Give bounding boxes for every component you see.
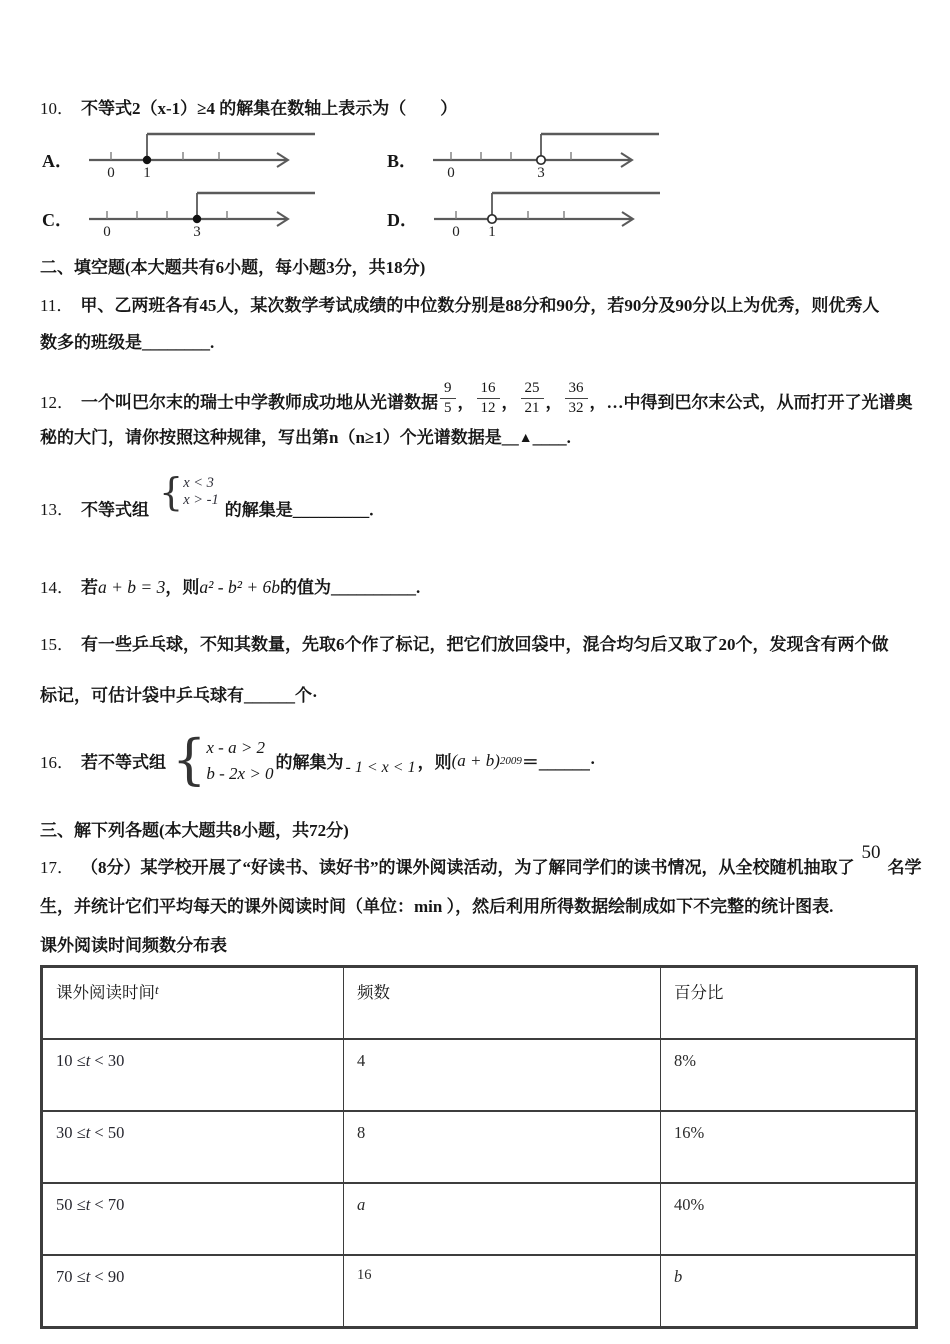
header-percentage: 百分比 [661, 966, 917, 1039]
solution-interval: - 1 < x < 1 [345, 758, 416, 776]
range-cell: 10 ≤t < 30 [42, 1039, 344, 1111]
option-c [42, 184, 387, 241]
option-d-label: D． [387, 209, 418, 230]
header-time: 课外阅读时间$^t$ [56, 981, 159, 1002]
question-10-number: 10． [40, 99, 74, 118]
header-frequency: 频数 [344, 966, 661, 1039]
number-line-a [81, 123, 318, 185]
question-11-line1: 11． 甲、乙两班各有45人，某次数学考试成绩的中位数分别是88分和90分，若90分及90分以上为优秀，则优秀人 [40, 296, 880, 315]
inequality-system-16: { x - a > 2 b - 2x > 0 [172, 728, 274, 792]
option-c-label: C． [42, 209, 73, 230]
question-15-line2: 标记，可估计袋中乒乓球有______个· [40, 685, 318, 705]
frequency-cell: 16 [344, 1255, 661, 1328]
number-line-b [425, 123, 662, 185]
table-row [42, 1039, 917, 1111]
svg-text:1: 1 [143, 164, 151, 180]
question-10-text: 不等式2（x-1）≥4 的解集在数轴上表示为（ ） [81, 99, 458, 118]
question-16-number: 16． [40, 753, 74, 773]
range-cell: 70 ≤t < 90 [42, 1255, 344, 1328]
option-d [387, 184, 920, 241]
fraction-3: $\frac{25}{21}$ [521, 380, 544, 416]
frequency-cell: 4 [344, 1039, 661, 1111]
table-row [42, 1183, 917, 1255]
brace-symbol: { [159, 470, 184, 515]
svg-text:0: 0 [447, 164, 455, 180]
question-17-line2: 生，并统计它们平均每天的课外阅读时间（单位：min ），然后利用所得数据绘制成如下不完整的统计图表. [40, 896, 834, 916]
question-11-number: 11． [40, 296, 74, 315]
number-line-c [81, 182, 318, 244]
svg-text:0: 0 [452, 223, 460, 239]
question-13: 13． 不等式组 { x < 3 x > -1 的解集是_________. [40, 470, 374, 520]
question-17-number: 17． [40, 857, 74, 877]
svg-text:0: 0 [107, 164, 115, 180]
power-exponent: 2009 [499, 754, 522, 767]
svg-text:3: 3 [193, 223, 201, 239]
question-13-number: 13． [40, 500, 74, 520]
table-title: 课外阅读时间频数分布表 [40, 935, 227, 955]
svg-text:1: 1 [488, 223, 496, 239]
frequency-cell: a [344, 1183, 661, 1255]
question-15-line1: 15． 有一些乒乓球，不知其数量，先取6个作了标记，把它们放回袋中，混合均匀后又取了20个，发现含有两个做 [40, 634, 889, 654]
option-b-label: B． [387, 150, 418, 171]
svg-text:0: 0 [103, 223, 111, 239]
triangle-marker: ▲ [518, 431, 533, 446]
range-cell: 50 ≤t < 70 [42, 1183, 344, 1255]
question-12-line1: 12． 一个叫巴尔末的瑞士中学教师成功地从光谱数据 $\frac{9}{5}$ ， $\frac{16}{12}$ ， $\frac{25}{21}$ ， $\frac{36}{32}$ ，…中得到巴尔末公式，从而打开了光谱奥 [40, 380, 913, 416]
question-10-options [42, 125, 920, 241]
question-10-stem [40, 94, 920, 119]
svg-text:3: 3 [537, 164, 545, 180]
fraction-2: $\frac{16}{12}$ [477, 380, 500, 416]
question-14: 14． 若a + b = 3，则a² - b² + 6b的值为__________. [40, 576, 421, 597]
reading-time-table [40, 965, 918, 1329]
question-12-line2: 秘的大门，请你按照这种规律，写出第n（n≥1）个光谱数据是__▲____. [40, 428, 571, 447]
question-14-number: 14． [40, 577, 74, 597]
question-17-line1: 17． （8分）某学校开展了“好读书、读好书”的课外阅读活动，为了解同学们的读书情况，从全校随机抽取了 50 名学 [40, 841, 922, 877]
table-header-row [42, 966, 917, 1039]
question-12-number: 12． [40, 393, 74, 412]
inequality-system-13: { x < 3 x > -1 [159, 470, 219, 515]
question-11-line2: 数多的班级是________. [40, 333, 215, 352]
table-row [42, 1255, 917, 1328]
fraction-4: $\frac{36}{32}$ [565, 380, 588, 416]
question-16: 16． 若不等式组 { x - a > 2 b - 2x > 0 的解集为 - 1 < x < 1 ，则 (a + b) 2009 ＝______· [40, 728, 596, 792]
percentage-cell: b [661, 1255, 917, 1328]
section-fill-title: 二、填空题(本大题共有6小题，每小题3分，共18分) [40, 258, 426, 277]
number-line-d [426, 182, 663, 244]
section-solve-title: 三、解下列各题(本大题共8小题，共72分) [40, 820, 349, 840]
percentage-cell: 16% [661, 1111, 917, 1183]
range-cell: 30 ≤t < 50 [42, 1111, 344, 1183]
option-a-label: A． [42, 150, 73, 171]
option-b [387, 125, 920, 182]
table-row [42, 1111, 917, 1183]
percentage-cell: 40% [661, 1183, 917, 1255]
fraction-1: $\frac{9}{5}$ [440, 380, 456, 416]
option-a [42, 125, 387, 182]
power-base: (a + b) [451, 750, 500, 770]
time-variable: t [155, 981, 159, 997]
formula-a-plus-b: a + b = 3 [98, 576, 166, 597]
percentage-cell: 8% [661, 1039, 917, 1111]
frequency-cell: 8 [344, 1111, 661, 1183]
formula-a2-b2-6b: a² - b² + 6b [199, 576, 281, 597]
sample-count: 50 [861, 841, 881, 863]
brace-symbol: { [172, 728, 207, 792]
question-15-number: 15． [40, 634, 74, 654]
